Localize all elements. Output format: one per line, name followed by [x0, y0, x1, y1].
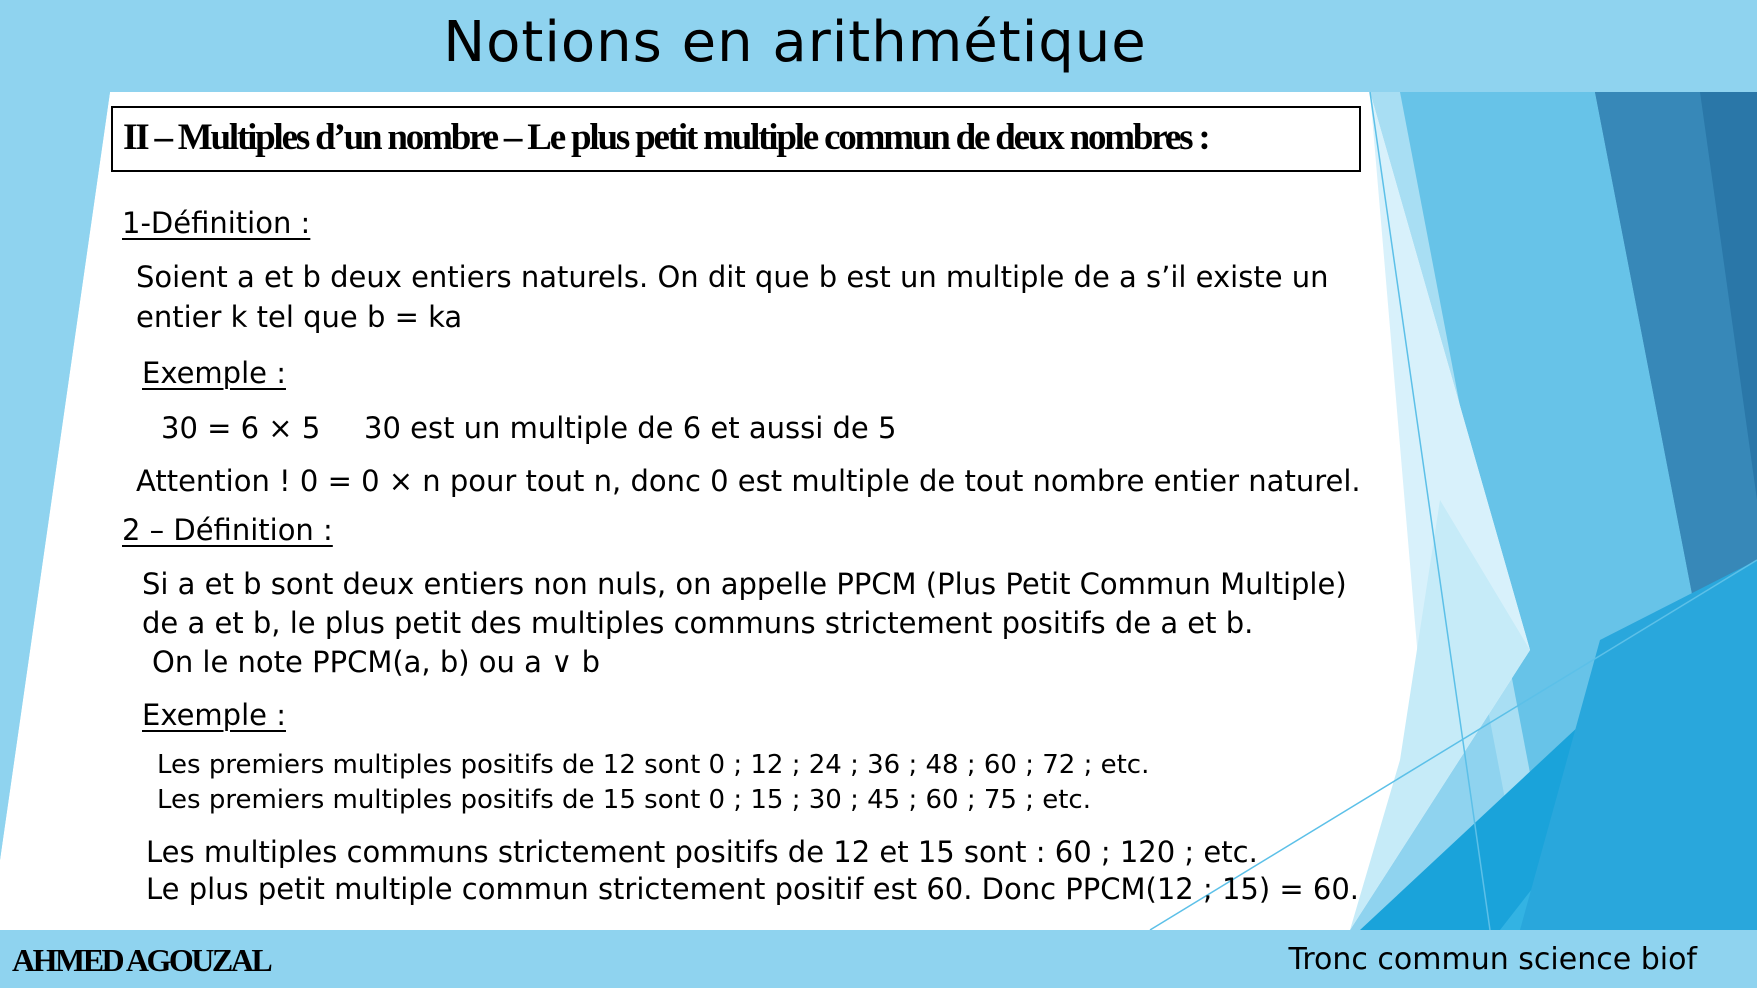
ppcm-conclusion: Le plus petit multiple commun strictement positif est 60. Donc PPCM(12 ; 15) = 60.: [146, 872, 1360, 906]
definition2-heading: 2 – Définition :: [122, 513, 333, 547]
multiples-of-12: Les premiers multiples positifs de 12 sont 0 ; 12 ; 24 ; 36 ; 48 ; 60 ; 72 ; etc.: [157, 750, 1150, 780]
definition2-text-line1: Si a et b sont deux entiers non nuls, on appelle PPCM (Plus Petit Commun Multiple): [142, 567, 1347, 601]
common-multiples: Les multiples communs strictement positifs de 12 et 15 sont : 60 ; 120 ; etc.: [146, 835, 1258, 869]
definition1-heading: 1-Définition :: [122, 206, 311, 240]
definition2-text-line3: On le note PPCM(a, b) ou a ∨ b: [152, 645, 600, 679]
author-name: AHMED AGOUZAL: [12, 942, 271, 978]
slide-title: Notions en arithmétique: [443, 10, 1147, 75]
definition1-text-line2: entier k tel que b = ka: [136, 300, 463, 334]
example1-equation: 30 = 6 × 5: [161, 411, 321, 445]
section-title-box: [111, 106, 1361, 172]
multiples-of-15: Les premiers multiples positifs de 15 sont 0 ; 15 ; 30 ; 45 ; 60 ; 75 ; etc.: [157, 785, 1091, 815]
example2-heading: Exemple :: [142, 698, 286, 732]
example1-heading: Exemple :: [142, 356, 286, 390]
section-title: II – Multiples d’un nombre – Le plus petit multiple commun de deux nombres :: [123, 117, 1209, 158]
course-name: Tronc commun science biof: [1288, 942, 1697, 977]
attention-note: Attention ! 0 = 0 × n pour tout n, donc 0 est multiple de tout nombre entier naturel.: [136, 464, 1361, 498]
definition1-text-line1: Soient a et b deux entiers naturels. On dit que b est un multiple de a s’il existe un: [136, 260, 1329, 294]
definition2-text-line2: de a et b, le plus petit des multiples communs strictement positifs de a et b.: [142, 606, 1254, 640]
example1-text: 30 est un multiple de 6 et aussi de 5: [364, 411, 897, 445]
